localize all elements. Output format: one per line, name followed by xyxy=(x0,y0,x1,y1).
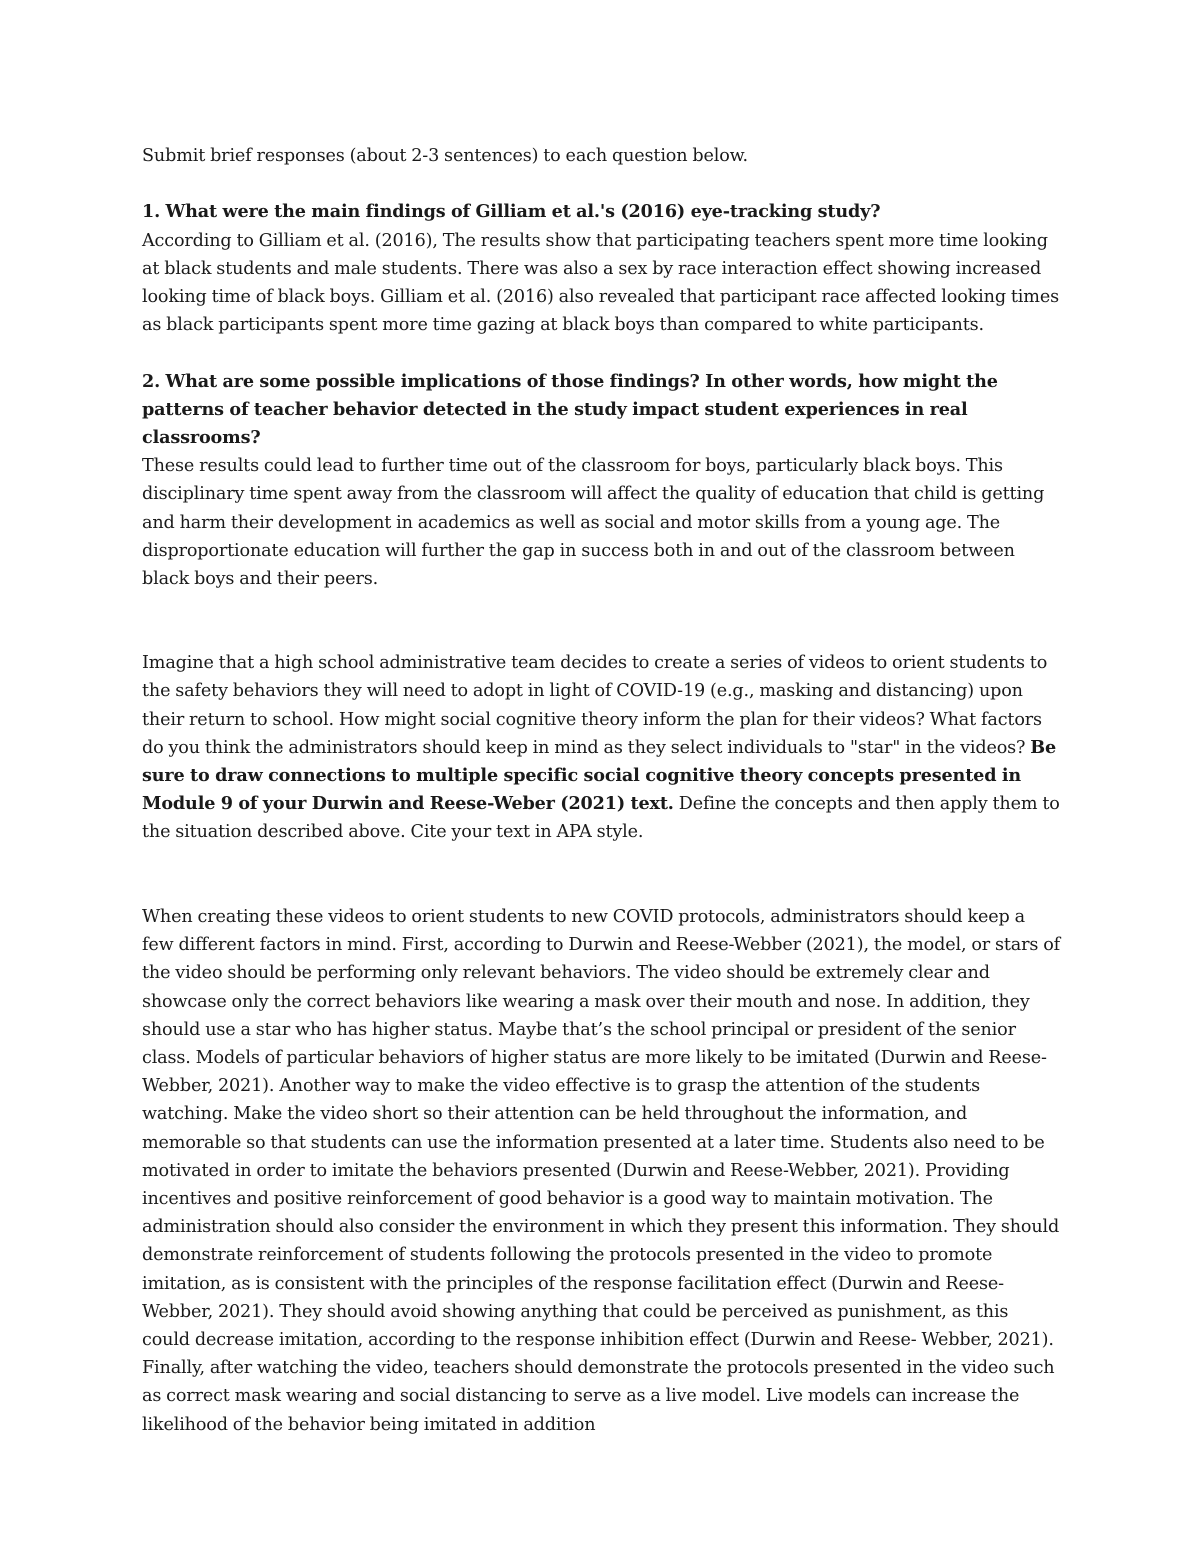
prompt-text-after: Define the concepts and then apply them to the situation described above. Cite your text in APA style. xyxy=(142,794,1060,843)
answer-2: These results could lead to further time out of the classroom for boys, particularly black boys. This disciplinary time spent away from the classroom will affect the quality of education that child is getting and harm their development in academics as well as social and motor skills from a young age. The disproportionate education will further the gap in success both in and out of the classroom between black boys and their peers. xyxy=(142,456,1045,590)
prompt-text-before: Imagine that a high school administrative team decides to create a series of videos to orient students to the safety behaviors they will need to adopt in light of COVID-19 (e.g., masking and distancing) upon their return to school. How might social cognitive theory inform the plan for their videos? What factors do you think the administrators should keep in mind as they select individuals to "star" in the videos? xyxy=(142,653,1048,758)
question-1: 1. What were the main findings of Gilliam et al.'s (2016) eye-tracking study? xyxy=(142,201,881,223)
spacer xyxy=(142,593,1060,649)
spacer xyxy=(142,170,1060,198)
response-paragraph: When creating these videos to orient students to new COVID protocols, administrators should keep a few different factors in mind. First, according to Durwin and Reese-Webber (2021), the model, or stars of the video should be performing only relevant behaviors. The video should be extremely clear and showcase only the correct behaviors like wearing a mask over their mouth and nose. In addition, they should use a star who has higher status. Maybe that’s the school principal or president of the senior class. Models of particular behaviors of higher status are more likely to be imitated (Durwin and Reese-Webber, 2021). Another way to make the video effective is to grasp the attention of the students watching. Make the video short so their attention can be held throughout the information, and memorable so that students can use the information presented at a later time. Students also need to be motivated in order to imitate the behaviors presented (Durwin and Reese-Webber, 2021). Providing incentives and positive reinforcement of good behavior is a good way to maintain motivation. The administration should also consider the environment in which they present this information. They should demonstrate reinforcement of students following the protocols presented in the video to promote imitation, as is consistent with the principles of the response facilitation effect (Durwin and Reese-Webber, 2021). They should avoid showing anything that could be perceived as punishment, as this could decrease imitation, according to the response inhibition effect (Durwin and Reese- Webber, 2021). Finally, after watching the video, teachers should demonstrate the protocols presented in the video such as correct mask wearing and social distancing to serve as a live model. Live models can increase the likelihood of the behavior being imitated in addition xyxy=(142,907,1061,1435)
document-page xyxy=(142,142,1060,1439)
spacer xyxy=(142,847,1060,903)
spacer xyxy=(142,339,1060,367)
question-2: 2. What are some possible implications of those findings? In other words, how might the patterns of teacher behavior detected in the study impact student experiences in real classrooms? xyxy=(142,370,998,448)
prompt-paragraph xyxy=(142,649,1060,846)
prompt-bold-instruction: Be sure to draw connections to multiple specific social cognitive theory concepts presented in Module 9 of your Durwin and Reese-Weber (2021) text. xyxy=(142,736,1057,815)
answer-1: According to Gilliam et al. (2016), The results show that participating teachers spent more time looking at black students and male students. There was also a sex by race interaction effect showing increased looking time of black boys. Gilliam et al. (2016) also revealed that participant race affected looking times as black participants spent more time gazing at black boys than compared to white participants. xyxy=(142,230,1059,336)
instructions-text: Submit brief responses (about 2-3 sentences) to each question below. xyxy=(142,146,748,166)
